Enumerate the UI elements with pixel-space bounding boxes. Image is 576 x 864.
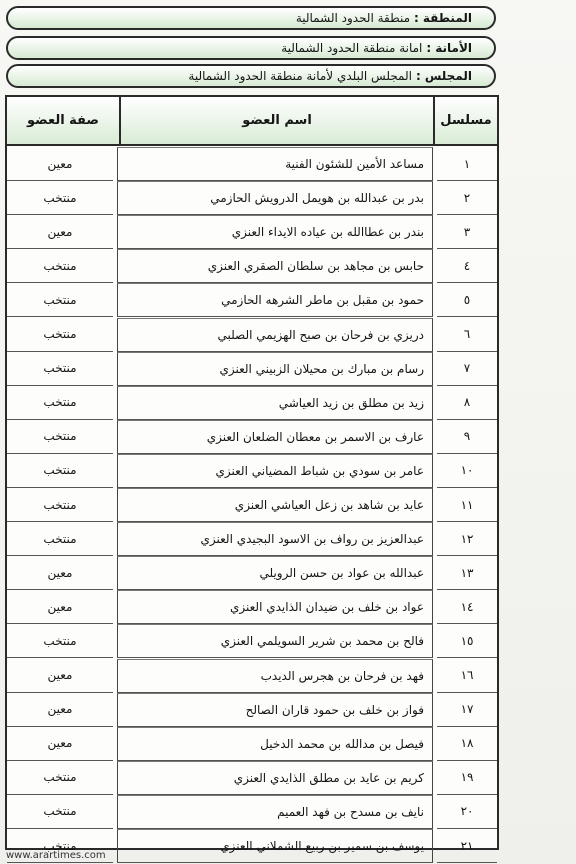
table-row	[7, 590, 497, 624]
table-row	[7, 420, 497, 454]
table-row	[7, 624, 497, 658]
table-row	[7, 352, 497, 386]
row-serial: ٢٠	[437, 795, 497, 829]
row-serial: ١٧	[437, 693, 497, 727]
row-serial: ١٨	[437, 727, 497, 761]
council-label: المجلس	[424, 69, 472, 83]
table-row	[7, 454, 497, 488]
table-row	[7, 727, 497, 761]
table-row	[7, 147, 497, 181]
table-row	[7, 386, 497, 420]
row-serial: ٦	[437, 318, 497, 352]
table-row	[7, 693, 497, 727]
row-member-name: زيد بن مطلق بن زيد العياشي	[117, 386, 433, 420]
header-member-role: صفة العضو	[27, 113, 99, 128]
row-serial: ١١	[437, 488, 497, 522]
row-member-role: معين	[7, 727, 113, 761]
row-member-name: عواد بن خلف بن ضيدان الذايدي العنزي	[117, 590, 433, 624]
row-member-role: منتخب	[7, 624, 113, 658]
row-member-role: منتخب	[7, 488, 113, 522]
row-member-name: عبدالله بن عواد بن حسن الرويلي	[117, 556, 433, 590]
row-member-name: بدر بن عبدالله بن هويمل الدرويش الحازمي	[117, 181, 433, 215]
row-member-name: عامر بن سودي بن شباط المضياني العنزي	[117, 454, 433, 488]
table-row	[7, 795, 497, 829]
row-member-name: عبدالعزيز بن رواف بن الاسود البجيدي العنزي	[117, 522, 433, 556]
council-separator: :	[416, 69, 421, 83]
row-serial: ٤	[437, 249, 497, 283]
watermark: www.arartimes.com	[6, 850, 106, 861]
row-serial: ٩	[437, 420, 497, 454]
row-serial: ١٠	[437, 454, 497, 488]
table-row	[7, 215, 497, 249]
row-serial: ٢	[437, 181, 497, 215]
row-member-role: معين	[7, 556, 113, 590]
amana-value: امانة منطقة الحدود الشمالية	[281, 41, 423, 55]
row-serial: ١٤	[437, 590, 497, 624]
row-serial: ٨	[437, 386, 497, 420]
row-member-role: معين	[7, 659, 113, 693]
table-header	[7, 97, 497, 146]
row-member-role: منتخب	[7, 283, 113, 317]
row-serial: ١٢	[437, 522, 497, 556]
row-serial: ١٩	[437, 761, 497, 795]
row-member-name: مساعد الأمين للشئون الفنية	[117, 147, 433, 181]
row-member-name: دريزي بن فرحان بن صبح الهزيمي الصلبي	[117, 318, 433, 352]
row-member-role: منتخب	[7, 454, 113, 488]
row-member-name: كريم بن عايد بن مطلق الذايدي العنزي	[117, 761, 433, 795]
table-row	[7, 283, 497, 317]
row-member-name: عارف بن الاسمر بن معطان الضلعان العنزي	[117, 420, 433, 454]
row-member-role: معين	[7, 590, 113, 624]
row-member-name: فهد بن فرحان بن هجرس الديدب	[117, 659, 433, 693]
row-member-name: حابس بن مجاهد بن سلطان الصقري العنزي	[117, 249, 433, 283]
row-serial: ١٥	[437, 624, 497, 658]
row-member-name: فيصل بن مدالله بن محمد الدخيل	[117, 727, 433, 761]
amana-banner	[6, 36, 496, 60]
row-serial: ١	[437, 147, 497, 181]
table-row	[7, 556, 497, 590]
members-table	[5, 95, 499, 853]
row-member-role: منتخب	[7, 761, 113, 795]
row-member-name: حمود بن مقبل بن ماطر الشرهه الحازمي	[117, 283, 433, 317]
row-serial: ٢١	[437, 829, 497, 863]
row-member-name: بندر بن عطاالله بن عياده الايداء العنزي	[117, 215, 433, 249]
table-row	[7, 761, 497, 795]
row-member-role: معين	[7, 147, 113, 181]
table-row	[7, 181, 497, 215]
row-member-role: منتخب	[7, 386, 113, 420]
table-row	[7, 249, 497, 283]
amana-separator: :	[426, 41, 432, 55]
row-member-name: نايف بن مسدح بن فهد العميم	[117, 795, 433, 829]
header-member-name: اسم العضو	[119, 97, 435, 144]
region-banner	[6, 6, 496, 30]
row-member-name: يوسف بن سمير بن ربيع الشملاني العنزي	[117, 829, 433, 863]
row-member-role: معين	[7, 215, 113, 249]
row-member-role: منتخب	[7, 181, 113, 215]
region-separator: :	[414, 11, 419, 25]
region-value: منطقة الحدود الشمالية	[295, 11, 411, 25]
row-serial: ٧	[437, 352, 497, 386]
row-member-name: فالح بن محمد بن شرير السويلمي العنزي	[117, 624, 433, 658]
row-member-role: معين	[7, 693, 113, 727]
row-serial: ٥	[437, 283, 497, 317]
council-value: المجلس البلدي لأمانة منطقة الحدود الشمالية	[188, 69, 412, 83]
row-member-role: منتخب	[7, 318, 113, 352]
row-member-role: منتخب	[7, 249, 113, 283]
table-row	[7, 659, 497, 693]
row-member-name: رسام بن مبارك بن محيلان الزبيني العنزي	[117, 352, 433, 386]
row-member-role: منتخب	[7, 352, 113, 386]
row-member-role: منتخب	[7, 795, 113, 829]
row-member-name: فواز بن خلف بن حمود قاران الصالح	[117, 693, 433, 727]
table-row	[7, 488, 497, 522]
row-member-name: عايد بن شاهد بن زعل العياشي العنزي	[117, 488, 433, 522]
council-banner	[6, 64, 496, 88]
row-member-role: منتخب	[7, 420, 113, 454]
row-member-role: منتخب	[7, 829, 113, 863]
table-row	[7, 522, 497, 556]
table-row	[7, 318, 497, 352]
header-serial: مسلسل	[440, 113, 492, 128]
region-label: المنطقة	[422, 11, 472, 25]
row-serial: ١٦	[437, 659, 497, 693]
row-serial: ١٣	[437, 556, 497, 590]
amana-label: الأمانة	[435, 41, 472, 55]
row-serial: ٣	[437, 215, 497, 249]
row-member-role: منتخب	[7, 522, 113, 556]
